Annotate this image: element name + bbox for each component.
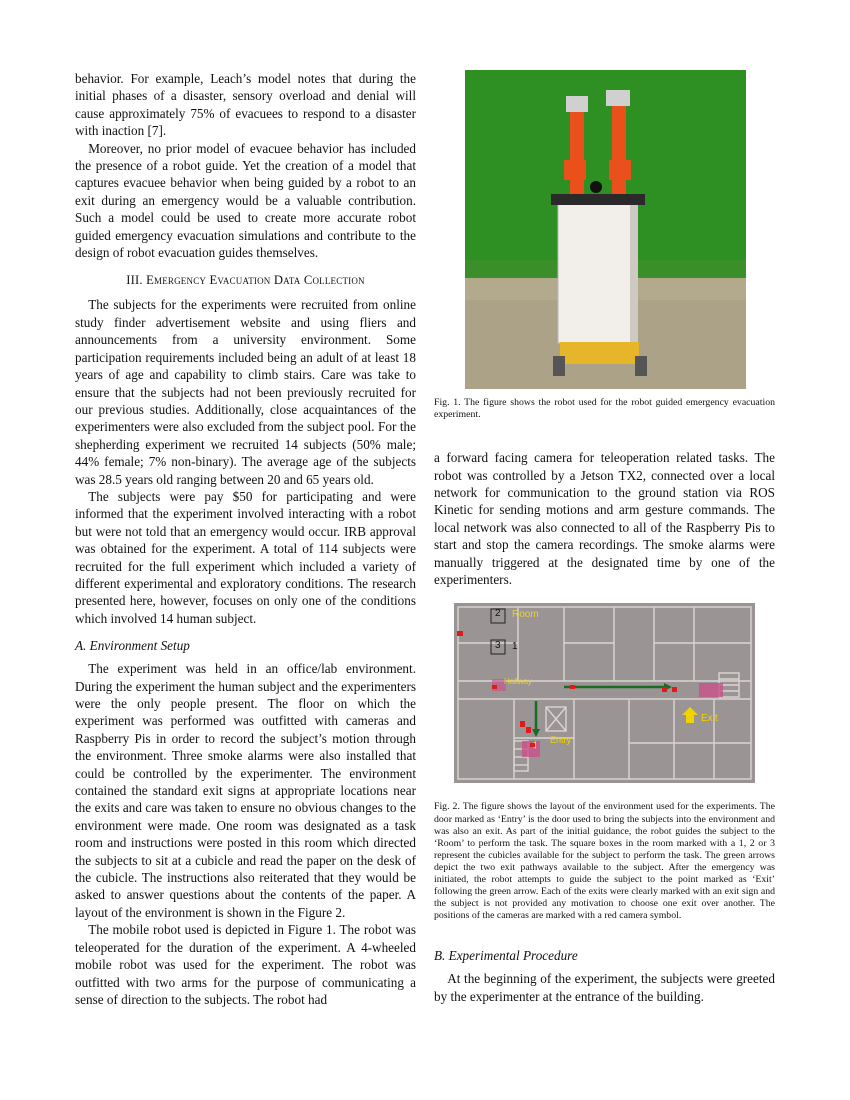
exit-label: Exit bbox=[701, 713, 718, 725]
paragraph: The subjects were pay $50 for participating and were informed that the experiment involved interacting with a robot but were not told that an emergency would occur. IRB approval was obtained for the experiment. A total of 114 subjects were recruited for the full experiment which included a variety of different experimental and exploratory conditions. The research presented here, however, focuses on only one of the conditions which involved 14 human subject. bbox=[75, 488, 416, 626]
paragraph: The subjects for the experiments were recruited from online study finder advertisement website and using fliers and announcements from a university environment. Some participation requirements included being an adult of at least 18 years of age and capability to climb stairs. Care was take to ensure that the subjects had not been previously recruited for our previous studies. Additionally, close acquaintances of the experimenters were also excluded from the subject pool. For the shepherding experiment we recruited 14 subjects (50% male; 44% female; 7% non-binary). The average age of the subjects was 28.5 years old ranging between 20 and 65 years old. bbox=[75, 297, 416, 487]
cubicle-label-1: 1 bbox=[512, 641, 518, 653]
figure-2-floor-plan bbox=[454, 603, 755, 783]
figure-1-caption: Fig. 1. The figure shows the robot used for the robot guided emergency evacuation experiment. bbox=[434, 397, 775, 421]
hallway-label: Hallway bbox=[504, 677, 533, 687]
subsection-heading: B. Experimental Procedure bbox=[434, 948, 578, 964]
paragraph: a forward facing camera for teleoperation related tasks. The robot was controlled by a Jetson TX2, connected over a local network for communication to the ground station via ROS Kinetic for sending motions and arm gesture commands. The local network was also connected to all of the Raspberry Pis to start and stop the camera recordings. The smoke alarms were manually triggered at the designated time by one of the experimenters. bbox=[434, 450, 775, 588]
cubicle-label-2: 2 bbox=[495, 608, 501, 620]
cubicle-label-3: 3 bbox=[495, 640, 501, 652]
room-label: Room bbox=[512, 609, 539, 621]
paragraph: At the beginning of the experiment, the subjects were greeted by the experimenter at the entrance of the building. bbox=[434, 971, 775, 1004]
robot-photo-image bbox=[465, 70, 746, 389]
paragraph: The experiment was held in an office/lab environment. During the experiment the human subject and the experimenters were the only people present. The floor on which the experiment was performed was outfitted with cameras and Raspberry Pis in order to record the subject’s motion through the environment. Three smoke alarms were also installed that could be controlled by the experimenter. The environment contained the standard exit signs at appropriate locations near the exits and care was taken to ensure no obvious changes to the environment were made. One room was designated as a task room and instructions were posted in this room which directed the subjects to sit at a cubicle and read the paper on the desk of the cubicle. The instructions also reiterated that they would be asked to answer questions about the contents of the paper. A layout of the environment is shown in the Figure 2. bbox=[75, 661, 416, 920]
entry-label: Entry bbox=[550, 735, 572, 746]
left-column bbox=[75, 70, 416, 1008]
section-heading: III. Emergency Evacuation Data Collection bbox=[126, 273, 365, 288]
right-column bbox=[434, 70, 775, 1005]
paragraph: The mobile robot used is depicted in Figure 1. The robot was teleoperated for the duration of the experiment. A 4-wheeled mobile robot was used for the experiment. The robot was outfitted with two arms for the purpose of communicating a sense of direction to the subjects. The robot had bbox=[75, 922, 416, 1007]
floor-plan-image bbox=[454, 603, 755, 783]
subsection-heading: A. Environment Setup bbox=[75, 638, 190, 654]
figure-1-robot-photo bbox=[465, 70, 746, 389]
paragraph: Moreover, no prior model of evacuee behavior has included the presence of a robot guide. Yet the creation of a model that captures evacuee behavior when being guided by a robot to an exit during an emergency would be a valuable contribution. Such a model could be used to create more accurate robot guided emergency evacuation simulations and contribute to the design of robot evacuation guides themselves. bbox=[75, 140, 416, 261]
paragraph: behavior. For example, Leach’s model notes that during the initial phases of a disaster, sensory overload and denial will cause approximately 75% of evacuees to respond to a disaster with inaction [7]. bbox=[75, 71, 416, 139]
figure-2-caption: Fig. 2. The figure shows the layout of the environment used for the experiments. The door marked as ‘Entry’ is the door used to bring the subjects into the environment and was also an exit. As part of the initial guidance, the robot guides the subject to the ‘Room’ to perform the task. The square boxes in the room marked with a 1, 2 or 3 represent the cubicles available for the subject to perform the task. The green arrows depict the two exit pathways available to the subject. After the emergency was initiated, the robot attempts to guide the subject to the point marked as ‘Exit’ following the green arrow. Each of the exits were clearly marked with an exit sign and the subject is not provided any motivation to choose one exit over another. The positions of the cameras are marked with a red camera symbol. bbox=[434, 801, 775, 922]
